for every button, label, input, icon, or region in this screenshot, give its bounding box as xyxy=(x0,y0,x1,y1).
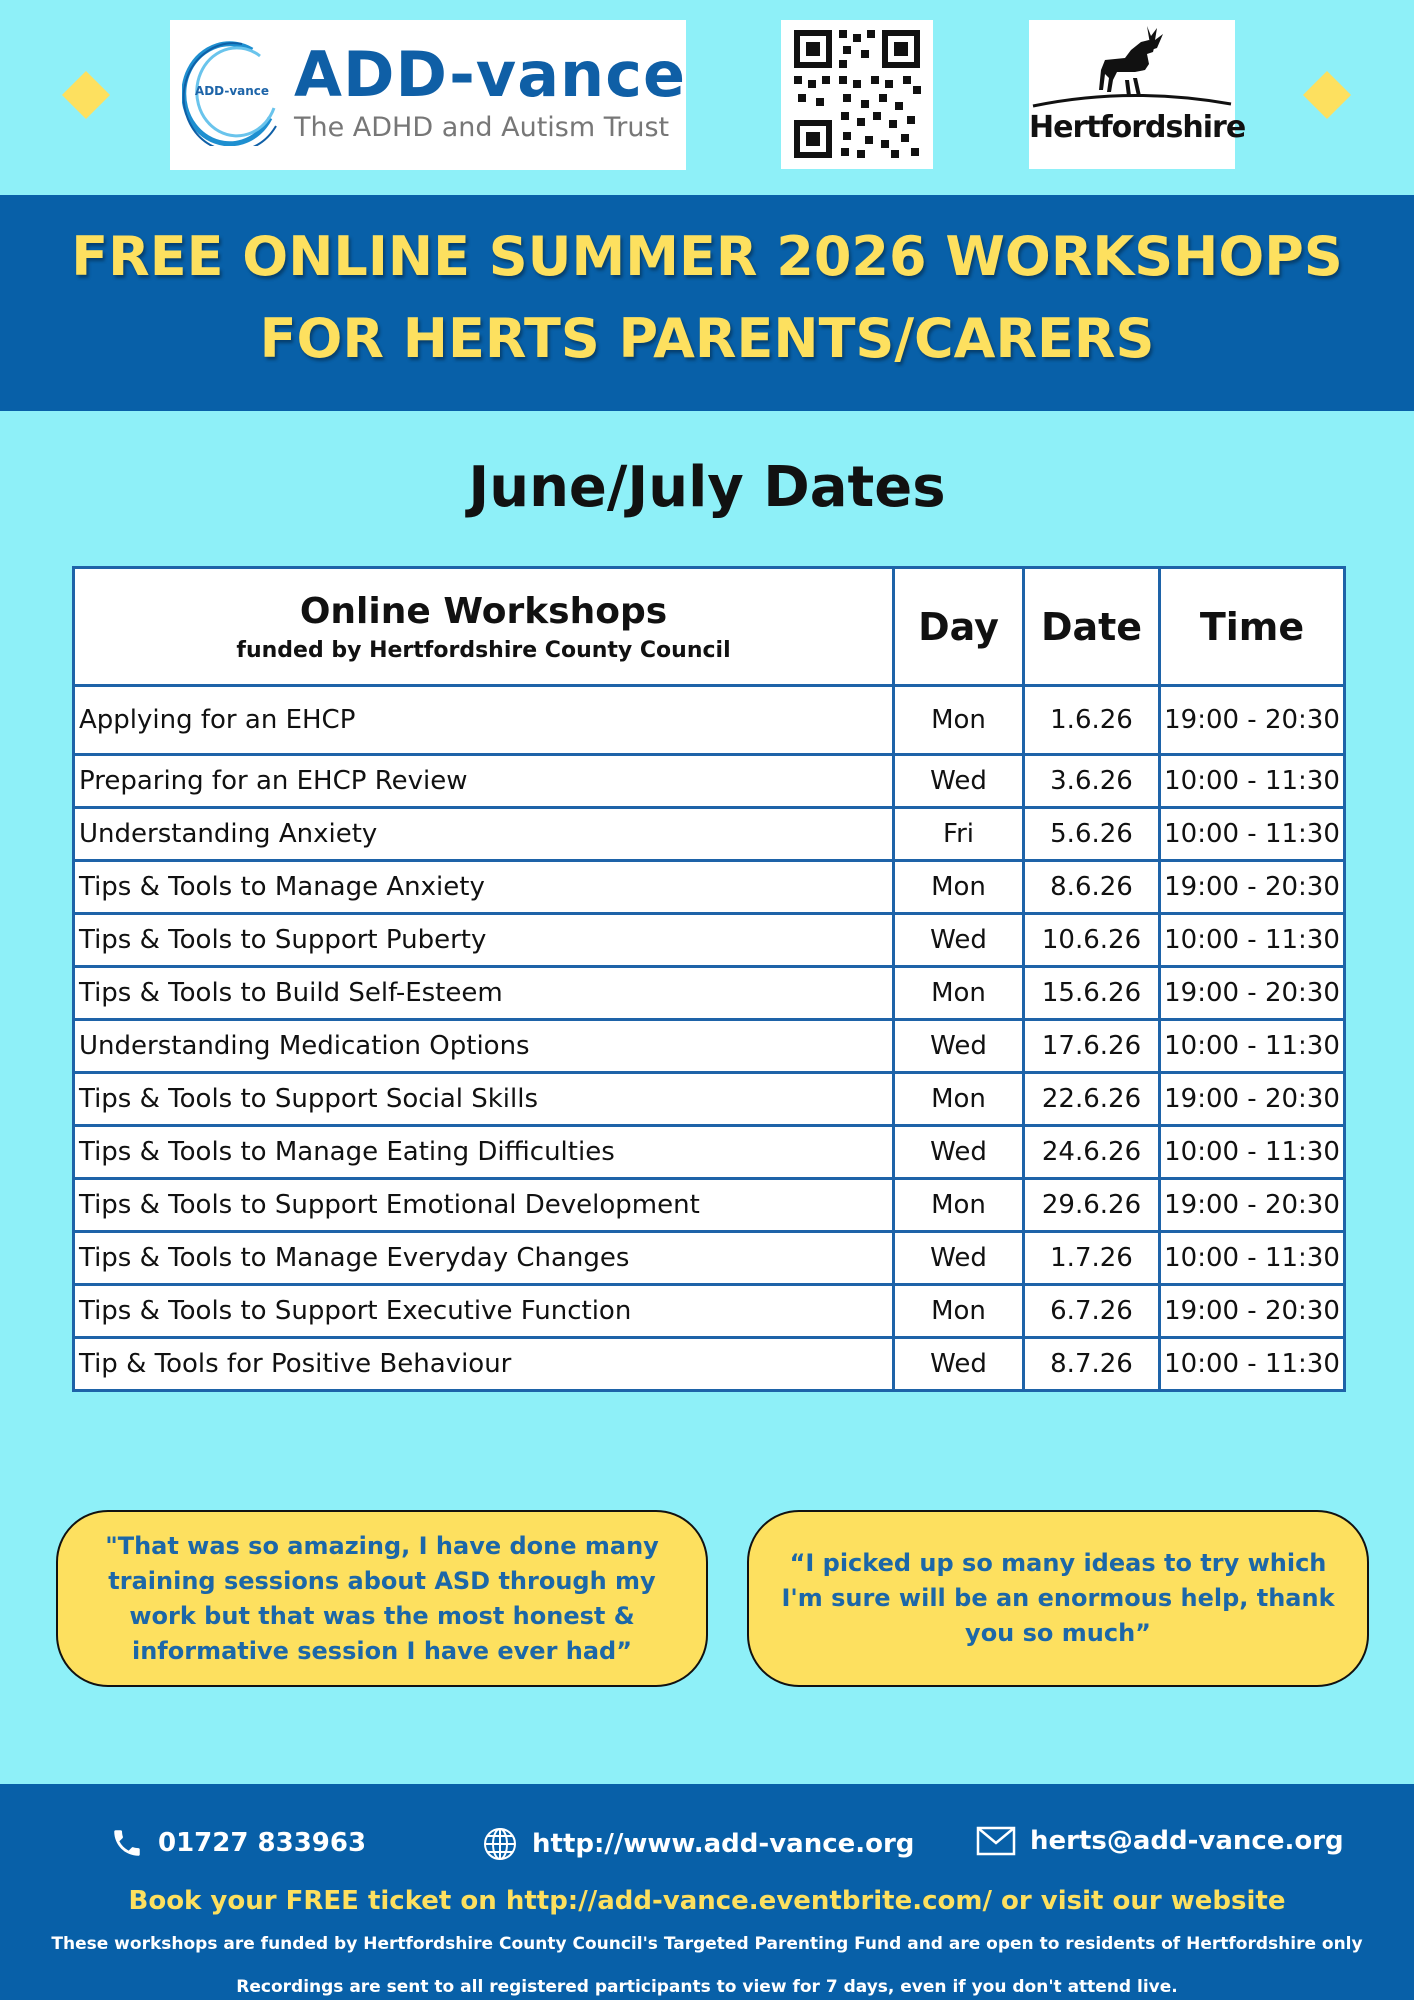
day-cell: Mon xyxy=(894,1179,1024,1232)
time-cell: 19:00 - 20:30 xyxy=(1160,1179,1345,1232)
table-row xyxy=(74,755,1345,808)
workshop-name-cell: Understanding Anxiety xyxy=(74,808,894,861)
table-row xyxy=(74,1126,1345,1179)
addvance-ring-label: ADD-vance xyxy=(194,84,270,98)
table-row xyxy=(74,1179,1345,1232)
date-cell: 15.6.26 xyxy=(1024,967,1160,1020)
workshop-name-cell: Tips & Tools to Support Puberty xyxy=(74,914,894,967)
addvance-brand-name: ADD-vance xyxy=(294,38,686,111)
header-time: Time xyxy=(1160,568,1345,686)
date-cell: 5.6.26 xyxy=(1024,808,1160,861)
date-cell: 29.6.26 xyxy=(1024,1179,1160,1232)
banner-title-line-2: FOR HERTS PARENTS/CARERS xyxy=(259,307,1155,370)
table-row xyxy=(74,808,1345,861)
qr-code xyxy=(781,20,933,169)
date-cell: 6.7.26 xyxy=(1024,1285,1160,1338)
day-cell: Mon xyxy=(894,861,1024,914)
day-cell: Wed xyxy=(894,914,1024,967)
time-cell: 19:00 - 20:30 xyxy=(1160,967,1345,1020)
workshop-name-cell: Tips & Tools to Manage Anxiety xyxy=(74,861,894,914)
website-url: http://www.add-vance.org xyxy=(532,1829,915,1859)
header-date: Date xyxy=(1024,568,1160,686)
recording-note: Recordings are sent to all registered participants to view for 7 days, even if you don't attend live. xyxy=(236,1977,1178,1997)
time-cell: 10:00 - 11:30 xyxy=(1160,1232,1345,1285)
phone-contact[interactable] xyxy=(110,1826,366,1860)
date-cell: 3.6.26 xyxy=(1024,755,1160,808)
table-row xyxy=(74,861,1345,914)
table-row xyxy=(74,1338,1345,1391)
table-row xyxy=(74,967,1345,1020)
time-cell: 10:00 - 11:30 xyxy=(1160,1126,1345,1179)
date-cell: 8.7.26 xyxy=(1024,1338,1160,1391)
date-cell: 1.6.26 xyxy=(1024,686,1160,755)
email-address: herts@add-vance.org xyxy=(1030,1826,1344,1856)
qr-code-icon xyxy=(781,20,933,169)
time-cell: 10:00 - 11:30 xyxy=(1160,1338,1345,1391)
table-row xyxy=(74,1285,1345,1338)
testimonial-quote-2-text: “I picked up so many ideas to try which I'm sure will be an enormous help, thank you so much” xyxy=(781,1549,1335,1647)
workshop-name-cell: Preparing for an EHCP Review xyxy=(74,755,894,808)
table-row xyxy=(74,914,1345,967)
date-cell: 1.7.26 xyxy=(1024,1232,1160,1285)
time-cell: 19:00 - 20:30 xyxy=(1160,1285,1345,1338)
date-cell: 22.6.26 xyxy=(1024,1073,1160,1126)
time-cell: 19:00 - 20:30 xyxy=(1160,1073,1345,1126)
banner-title-line-1: FREE ONLINE SUMMER 2026 WORKSHOPS xyxy=(71,225,1343,288)
table-header-row xyxy=(74,568,1345,686)
workshop-name-cell: Tips & Tools to Build Self-Esteem xyxy=(74,967,894,1020)
hertfordshire-wordmark: Hertfordshire xyxy=(1029,110,1246,145)
workshop-name-cell: Tip & Tools for Positive Behaviour xyxy=(74,1338,894,1391)
table-body xyxy=(74,686,1345,1391)
addvance-tagline: The ADHD and Autism Trust xyxy=(294,112,670,143)
table-row xyxy=(74,1073,1345,1126)
envelope-icon xyxy=(976,1826,1016,1856)
addvance-logo xyxy=(170,20,686,170)
header-workshops xyxy=(74,568,894,686)
day-cell: Fri xyxy=(894,808,1024,861)
title-banner xyxy=(0,195,1414,411)
workshop-name-cell: Tips & Tools to Manage Everyday Changes xyxy=(74,1232,894,1285)
testimonial-quote-1 xyxy=(56,1510,708,1687)
date-cell: 17.6.26 xyxy=(1024,1020,1160,1073)
time-cell: 19:00 - 20:30 xyxy=(1160,861,1345,914)
header-workshops-title: Online Workshops xyxy=(299,590,668,632)
day-cell: Mon xyxy=(894,1285,1024,1338)
day-cell: Mon xyxy=(894,686,1024,755)
table-row xyxy=(74,1020,1345,1073)
day-cell: Wed xyxy=(894,1020,1024,1073)
workshop-name-cell: Tips & Tools to Support Emotional Development xyxy=(74,1179,894,1232)
header-day: Day xyxy=(894,568,1024,686)
workshop-name-cell: Tips & Tools to Support Executive Function xyxy=(74,1285,894,1338)
day-cell: Wed xyxy=(894,1232,1024,1285)
time-cell: 19:00 - 20:30 xyxy=(1160,686,1345,755)
stag-icon xyxy=(1029,20,1235,110)
header-workshops-subtitle: funded by Hertfordshire County Council xyxy=(236,637,731,663)
time-cell: 10:00 - 11:30 xyxy=(1160,808,1345,861)
hertfordshire-logo xyxy=(1029,20,1246,169)
phone-number: 01727 833963 xyxy=(158,1828,367,1858)
email-link[interactable] xyxy=(976,1826,1344,1856)
table-row xyxy=(74,686,1345,755)
footer xyxy=(0,1784,1414,2000)
phone-icon xyxy=(110,1826,144,1860)
left-diamond-decoration xyxy=(62,71,110,119)
date-cell: 8.6.26 xyxy=(1024,861,1160,914)
testimonial-quote-2 xyxy=(747,1510,1369,1687)
time-cell: 10:00 - 11:30 xyxy=(1160,914,1345,967)
time-cell: 10:00 - 11:30 xyxy=(1160,1020,1345,1073)
booking-text[interactable]: Book your FREE ticket on http://add-vance.eventbrite.com/ or visit our website xyxy=(128,1886,1286,1916)
workshop-name-cell: Applying for an EHCP xyxy=(74,686,894,755)
date-cell: 10.6.26 xyxy=(1024,914,1160,967)
day-cell: Mon xyxy=(894,1073,1024,1126)
workshop-name-cell: Tips & Tools to Manage Eating Difficulties xyxy=(74,1126,894,1179)
funding-note: These workshops are funded by Hertfordshire County Council's Targeted Parenting Fund and are open to residents of Hertfordshire only xyxy=(51,1934,1363,1954)
date-cell: 24.6.26 xyxy=(1024,1126,1160,1179)
time-cell: 10:00 - 11:30 xyxy=(1160,755,1345,808)
workshop-table xyxy=(72,566,1346,1392)
workshop-name-cell: Tips & Tools to Support Social Skills xyxy=(74,1073,894,1126)
workshop-name-cell: Understanding Medication Options xyxy=(74,1020,894,1073)
day-cell: Wed xyxy=(894,1338,1024,1391)
day-cell: Wed xyxy=(894,755,1024,808)
website-link[interactable] xyxy=(482,1826,914,1862)
day-cell: Mon xyxy=(894,967,1024,1020)
table-row xyxy=(74,1232,1345,1285)
globe-icon xyxy=(482,1826,518,1862)
testimonial-quote-1-text: "That was so amazing, I have done many training sessions about ASD through my work but that was the most honest & informative session I have ever had” xyxy=(105,1531,659,1665)
dates-heading: June/July Dates xyxy=(468,455,946,520)
day-cell: Wed xyxy=(894,1126,1024,1179)
right-diamond-decoration xyxy=(1303,71,1351,119)
